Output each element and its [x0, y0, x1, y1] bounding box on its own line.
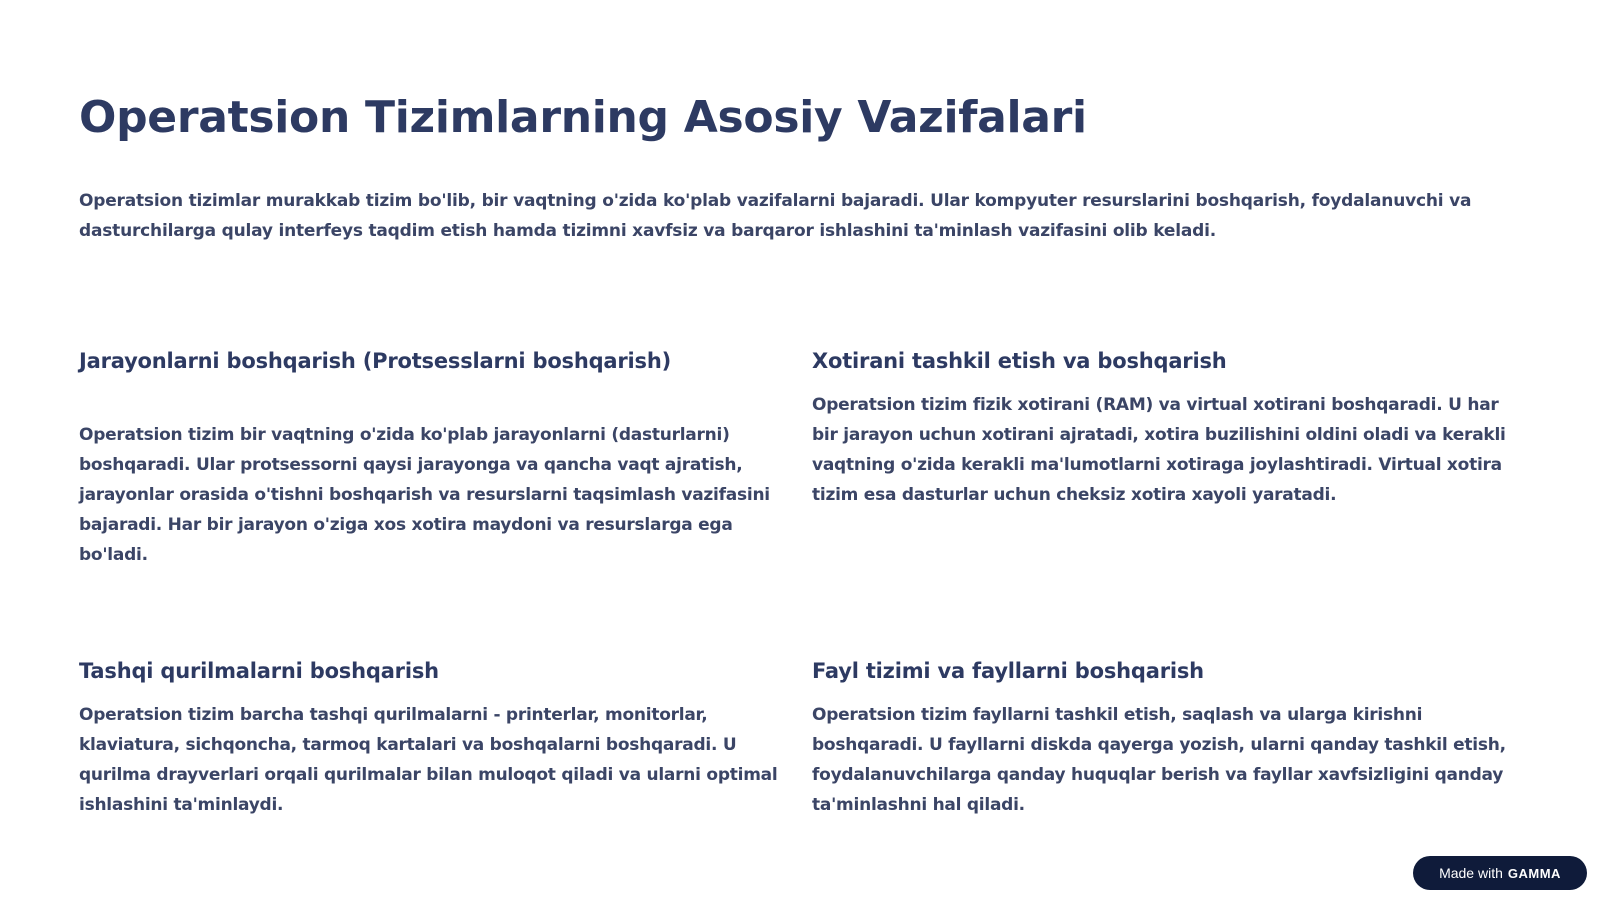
section-body: Operatsion tizim barcha tashqi qurilmalarni - printerlar, monitorlar, klaviatura, sichqoncha, tarmoq kartalari va boshqalarni boshqaradi. U qurilma drayverlari orqali qurilmalar bilan muloqot qiladi va ularni optimal ishlashini ta'minlaydi. [79, 705, 778, 815]
section-device-management [79, 656, 779, 820]
slide-title: Operatsion Tizimlarning Asosiy Vazifalari [79, 92, 1087, 143]
section-process-management [79, 346, 779, 570]
section-body: Operatsion tizim bir vaqtning o'zida ko'plab jarayonlarni (dasturlarni) boshqaradi. Ular protsessorni qaysi jarayonga va qancha vaqt ajratish, jarayonlar orasida o'tishni boshqarish va resurslarni taqsimlash vazifasini bajaradi. Har bir jarayon o'ziga xos xotira maydoni va resurslarga ega bo'ladi. [79, 425, 770, 565]
section-heading: Xotirani tashkil etish va boshqarish [812, 349, 1227, 373]
made-with-gamma-badge[interactable] [1413, 856, 1587, 890]
section-body: Operatsion tizim fizik xotirani (RAM) va virtual xotirani boshqaradi. U har bir jarayon uchun xotirani ajratadi, xotira buzilishini oldini oladi va kerakli vaqtning o'zida kerakli ma'lumotlarni xotiraga joylashtiradi. Virtual xotira tizim esa dasturlar uchun cheksiz xotira xayoli yaratadi. [812, 395, 1506, 505]
section-heading: Tashqi qurilmalarni boshqarish [79, 659, 439, 683]
section-memory-management [812, 346, 1512, 510]
section-body: Operatsion tizim fayllarni tashkil etish, saqlash va ularga kirishni boshqaradi. U fayllarni diskda qayerga yozish, ularni qanday tashkil etish, foydalanuvchilarga qanday huquqlar berish va fayllar xavfsizligini qanday ta'minlashni hal qiladi. [812, 705, 1506, 815]
badge-label: Made with [1439, 865, 1503, 881]
gamma-logo-text: GAMMA [1507, 865, 1561, 881]
section-file-system [812, 656, 1512, 820]
section-heading: Fayl tizimi va fayllarni boshqarish [812, 659, 1204, 683]
intro-paragraph: Operatsion tizimlar murakkab tizim bo'lib, bir vaqtning o'zida ko'plab vazifalarni bajaradi. Ular kompyuter resurslarini boshqarish, foydalanuvchi va dasturchilarga qulay interfeys taqdim etish hamda tizimni xavfsiz va barqaror ishlashini ta'minlash vazifasini olib keladi. [79, 191, 1472, 241]
section-heading: Jarayonlarni boshqarish (Protsesslarni boshqarish) [79, 349, 671, 373]
